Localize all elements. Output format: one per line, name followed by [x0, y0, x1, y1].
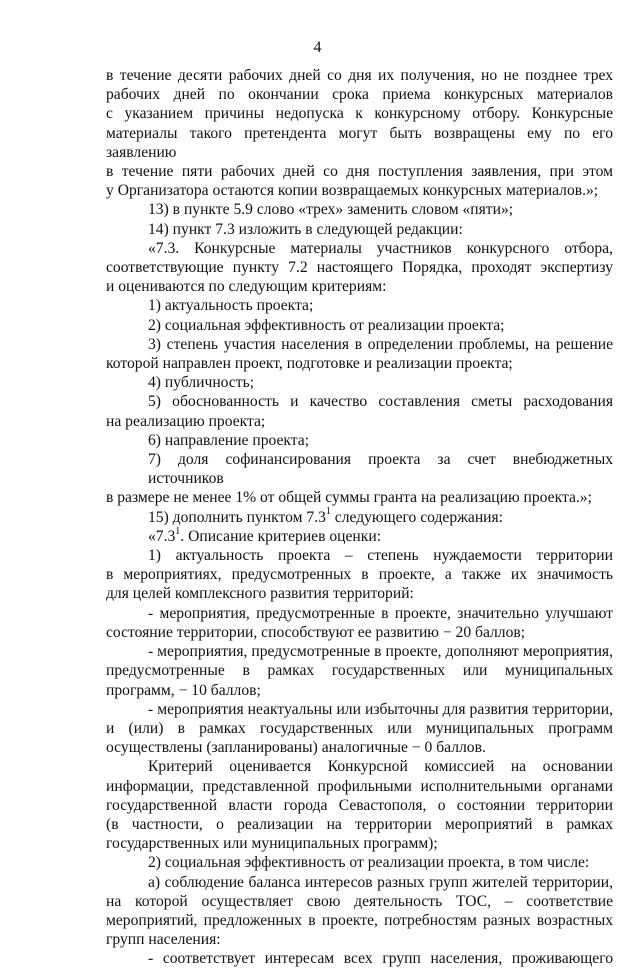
text-line-content: 7) доля софинансирования проекта за счет внебюджетных источников [148, 451, 613, 488]
text-line [106, 834, 613, 853]
text-line-content: и оцениваются по следующим критериям: [106, 278, 387, 296]
text-line [106, 162, 613, 181]
text-line [106, 777, 613, 796]
text-line [106, 873, 613, 892]
text-line-content: в размере не менее 1% от общей суммы гранта на реализацию проекта.»; [106, 489, 592, 507]
text-line-content: (в частности, о реализации на территории мероприятий в рамках [106, 815, 613, 833]
text-line [106, 546, 613, 565]
text-line [106, 527, 613, 546]
text-line [106, 661, 613, 680]
text-line [106, 181, 613, 200]
text-line [106, 412, 613, 431]
text-line-content: - мероприятия, предусмотренные в проекте, значительно улучшают [148, 604, 613, 622]
text-line [106, 623, 613, 642]
text-line-content: 1) актуальность проекта – степень нуждаемости территории [148, 547, 613, 565]
text-line-content: 6) направление проекта; [148, 431, 310, 449]
text-line-content: в мероприятиях, предусмотренных в проекте, а также их значимость [106, 566, 613, 584]
text-line-content: которой направлен проект, подготовке и реализации проекта; [106, 355, 513, 373]
text-line [106, 565, 613, 584]
superscript: 1 [325, 506, 331, 518]
text-line-content: осуществлены (запланированы) аналогичные − 0 баллов. [106, 739, 486, 757]
text-line [106, 796, 613, 815]
text-line [106, 277, 613, 296]
text-line-content: мероприятий, предложенных в проекте, потребностям разных возрастных [106, 911, 613, 929]
text-line-content: - соответствует интересам всех групп населения, проживающего [148, 950, 613, 968]
page-number: 4 [313, 39, 322, 56]
text-line-content: 13) в пункте 5.9 слово «трех» заменить словом «пяти»; [148, 201, 514, 219]
text-line [106, 392, 613, 411]
text-line-content: 2) социальная эффективность от реализации проекта, в том числе: [148, 854, 590, 872]
text-line [106, 124, 613, 162]
document-body [106, 66, 613, 969]
text-line-content: 15) дополнить пунктом 7.3 [148, 508, 326, 526]
text-line [106, 66, 613, 85]
text-line-content: 5) обоснованность и качество составления сметы расходования [148, 393, 613, 411]
text-line-content: 1) актуальность проекта; [148, 297, 314, 315]
text-line-tail: . Описание критериев оценки: [180, 527, 382, 545]
text-line [106, 239, 613, 258]
text-line [106, 853, 613, 872]
text-line [106, 949, 613, 968]
text-line-content: с указанием причины недопуска к конкурсному отбору. Конкурсные [106, 105, 613, 123]
text-line [106, 700, 613, 719]
text-line [106, 104, 613, 123]
text-line [106, 258, 613, 277]
text-line [106, 930, 613, 949]
text-line [106, 892, 613, 911]
text-line-tail: следующего содержания: [330, 508, 504, 526]
text-line [106, 335, 613, 354]
text-line-content: в течение пяти рабочих дней со дня поступления заявления, при этом [106, 163, 613, 181]
text-line-content: на реализацию проекта; [106, 412, 266, 430]
text-line [106, 604, 613, 623]
text-line-content: соответствующие пункту 7.2 настоящего Порядка, проходят экспертизу [106, 259, 613, 277]
text-line-content: информации, представленной профильными исполнительными органами [106, 777, 613, 795]
text-line [106, 815, 613, 834]
text-line-content: «7.3 [148, 527, 176, 545]
text-line-content: - мероприятия, предусмотренные в проекте, дополняют мероприятия, [148, 643, 613, 661]
text-line-content: для целей комплексного развития территорий: [106, 585, 414, 603]
text-line [106, 373, 613, 392]
text-line-content: 2) социальная эффективность от реализации проекта; [148, 316, 505, 334]
text-line-content: и (или) в рамках государственных или муниципальных программ [106, 719, 613, 737]
text-line-content: государственной власти города Севастополя, о состоянии территории [106, 796, 613, 814]
text-line-content: программ, − 10 баллов; [106, 681, 261, 699]
text-line [106, 488, 613, 507]
text-line [106, 431, 613, 450]
text-line [106, 584, 613, 603]
text-line-content: рабочих дней по окончании срока приема конкурсных материалов [106, 86, 613, 104]
text-line-content: 3) степень участия населения в определении проблемы, на решение [148, 335, 613, 353]
text-line-content: 4) публичность; [148, 374, 255, 392]
text-line [106, 85, 613, 104]
text-line-content: предусмотренные в рамках государственных или муниципальных [106, 662, 613, 680]
text-line [106, 508, 613, 527]
text-line [106, 642, 613, 661]
text-line [106, 757, 613, 776]
text-line [106, 738, 613, 757]
text-line [106, 200, 613, 219]
text-line [106, 296, 613, 315]
text-line-content: материалы такого претендента могут быть возвращены ему по его заявлению [106, 124, 613, 161]
text-line-content: в течение десяти рабочих дней со дня их получения, но не позднее трех [106, 67, 613, 84]
text-line-content: Критерий оценивается Конкурсной комиссией на основании [148, 758, 613, 776]
text-line [106, 220, 613, 239]
text-line-content: на которой осуществляет свою деятельность ТОС, – соответствие [106, 892, 613, 910]
text-line-content: 14) пункт 7.3 изложить в следующей редакции: [148, 220, 463, 238]
text-line [106, 450, 613, 488]
text-line-content: государственных или муниципальных программ); [106, 835, 438, 853]
text-line-content: а) соблюдение баланса интересов разных групп жителей территории, [148, 873, 613, 891]
text-line-content: у Организатора остаются копии возвращаемых конкурсных материалов.»; [106, 182, 599, 200]
text-line [106, 681, 613, 700]
superscript: 1 [175, 525, 181, 537]
text-line-content: «7.3. Конкурсные материалы участников конкурсного отбора, [148, 239, 613, 257]
text-line [106, 911, 613, 930]
text-line [106, 719, 613, 738]
text-line-content: состояние территории, способствуют ее развитию − 20 баллов; [106, 623, 526, 641]
text-line [106, 354, 613, 373]
text-line [106, 316, 613, 335]
text-line-content: групп населения: [106, 931, 221, 949]
text-line-content: - мероприятия неактуальны или избыточны для развития территории, [148, 700, 613, 718]
